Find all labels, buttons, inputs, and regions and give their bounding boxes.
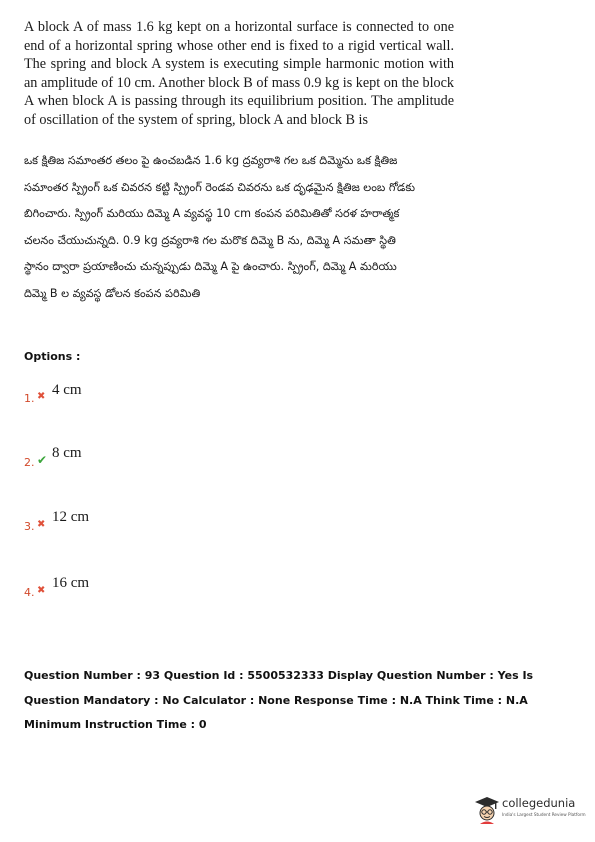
brand-tagline: India's Largest Student Review Platform	[502, 812, 586, 817]
option-value: 8 cm	[52, 445, 82, 461]
collegedunia-logo[interactable]	[474, 795, 584, 825]
telugu-line: స్థానం ద్వారా ప్రయాణించు చున్నప్పుడు దిమ్మె A పై ఉంచారు. స్ప్రింగ్, దిమ్మె A మరియు	[24, 260, 397, 274]
option-value: 4 cm	[52, 382, 82, 398]
question-text-english: A block A of mass 1.6 kg kept on a horizontal surface is connected to one end of a horizontal spring whose other end is fixed to a rigid vertical wall. The spring and block A system is executing simple harmonic motion with an amplitude of 10 cm. Another block B of mass 0.9 kg is kept on the block A when block A is passing through its equilibrium position. The amplitude of oscillation of the system of spring, block A and block B is	[24, 19, 454, 128]
cross-icon: ✖	[37, 585, 46, 596]
brand-name: collegedunia	[502, 796, 576, 810]
telugu-line: ఒక క్షితిజ సమాంతర తలం పై ఉంచబడిన 1.6 kg ద్రవ్యరాశి గల ఒక దిమ్మెను ఒక క్షితిజ	[24, 154, 398, 167]
question-metadata: Question Number : 93 Question Id : 5500532333 Display Question Number : Yes Is Question Mandatory : No Calculator : None Response Time : N.A Think Time : N.A Minimum Instruction Time : 0	[24, 669, 534, 731]
checkmark-icon: ✔	[37, 453, 48, 467]
option-number: 1.	[24, 392, 35, 405]
options-heading: Options :	[24, 350, 81, 363]
option-number: 4.	[24, 586, 35, 599]
option-number: 3.	[24, 520, 35, 533]
cross-icon: ✖	[37, 391, 46, 402]
question-text-telugu	[24, 148, 464, 308]
telugu-line: సమాంతర స్ప్రింగ్ ఒక చివరన కట్టి స్ప్రింగ్ రెండవ చివరను ఒక దృఢమైన క్షితిజ లంబ గోడకు	[24, 180, 416, 194]
telugu-line: దిమ్మె B ల వ్యవస్థ డోలన కంపన పరిమితి	[24, 286, 201, 300]
graduate-avatar-icon	[474, 795, 500, 825]
telugu-line: చలనం చేయుచున్నది. 0.9 kg ద్రవ్యరాశి గల మరొక దిమ్మె B ను, దిమ్మె A సమతా స్థితి	[24, 233, 396, 247]
option-value: 16 cm	[52, 575, 90, 591]
cross-icon: ✖	[37, 519, 46, 530]
option-value: 12 cm	[52, 509, 90, 525]
telugu-line: బిగించారు. స్ప్రింగ్ మరియు దిమ్మె A వ్యవస్థ 10 cm కంపన పరిమితితో సరళ హరాత్మక	[24, 207, 400, 221]
option-number: 2.	[24, 456, 35, 469]
